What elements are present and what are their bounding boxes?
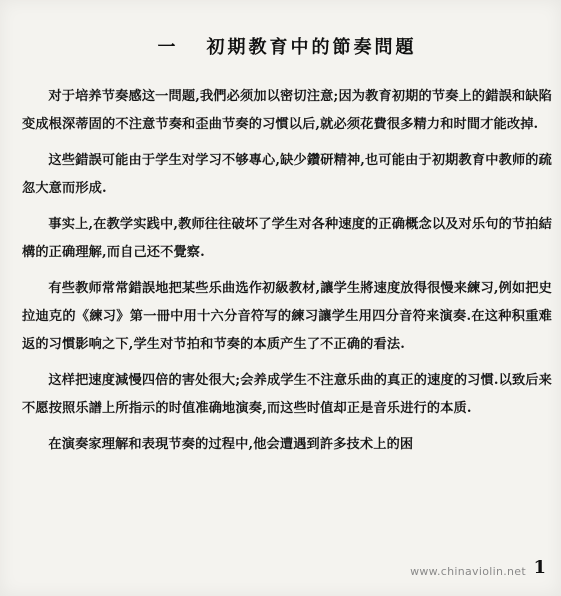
body-text	[22, 83, 552, 459]
paragraph: 事实上,在教学实践中,教师往往破坏了学生对各种速度的正确概念以及对乐句的节拍結構的正确理解,而自己还不覺察.	[22, 217, 552, 260]
paragraph: 在演奏家理解和表現节奏的过程中,他会遭遇到許多技术上的困	[48, 437, 414, 452]
chapter-title	[22, 33, 552, 59]
chapter-number: 一	[157, 37, 179, 58]
page-number: 1	[533, 557, 546, 578]
paragraph: 这些錯誤可能由于学生对学习不够專心,缺少鑽研精神,也可能由于初期教育中教师的疏忽大意而形成.	[22, 153, 552, 196]
site-watermark: www.chinaviolin.net	[410, 565, 526, 578]
paragraph: 有些教师常常錯誤地把某些乐曲选作初級教材,讓学生將速度放得很慢来練习,例如把史拉迪克的《練习》第一冊中用十六分音符写的練习讓学生用四分音符来演奏.在这种积重难返的习慣影响之下,学生对节拍和节奏的本质产生了不正确的看法.	[22, 281, 552, 352]
paragraph: 这样把速度減慢四倍的害处很大;会养成学生不注意乐曲的真正的速度的习慣.以致后来不愿按照乐譜上所指示的时值准确地演奏,而这些时值却正是音乐进行的本质.	[22, 373, 552, 416]
chapter-title-text: 初期教育中的節奏問題	[206, 37, 417, 58]
paragraph: 对于培养节奏感这一問题,我們必须加以密切注意;因为教育初期的节奏上的錯誤和缺陷变成根深蒂固的不注意节奏和歪曲节奏的习慣以后,就必须花費很多精力和时間才能改掉.	[22, 89, 552, 132]
page-footer	[360, 557, 550, 585]
page-content	[22, 26, 552, 467]
